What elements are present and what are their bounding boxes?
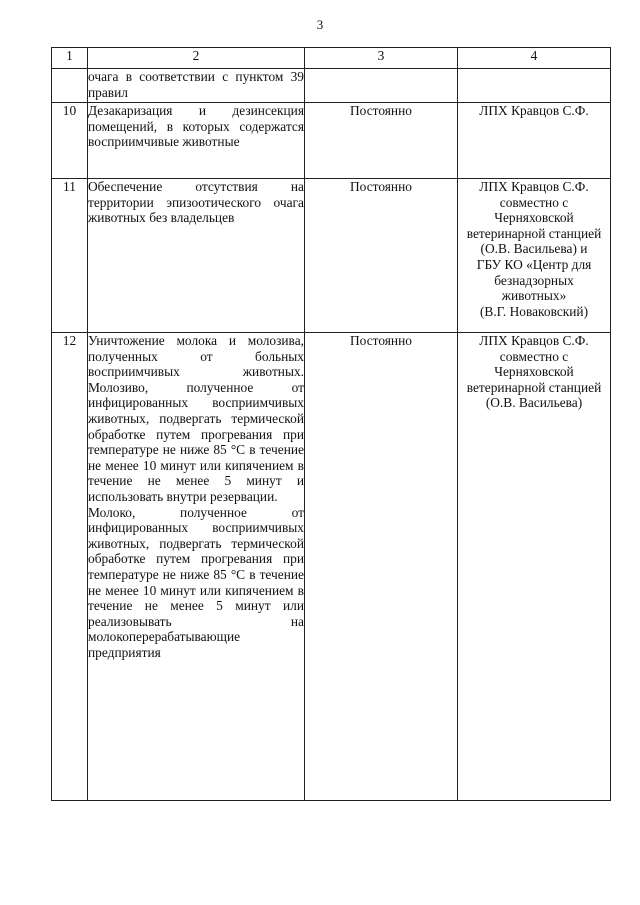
measure-paragraph: очага в соответствии с пунктом 39 правил <box>88 69 304 100</box>
measure-responsible <box>458 333 611 801</box>
measure-responsible <box>458 69 611 103</box>
measure-paragraph: Уничтожение молока и молозива, полученных от больных восприимчивых животных. Молозиво, полученное от инфицированных восприимчивых животных, подвергать термической обработке путем прогревания при температуре не ниже 85 °С в течение не менее 10 минут или кипячением в течение не менее 5 минут и использовать внутри резервации. <box>88 333 304 504</box>
row-number: 10 <box>52 103 88 179</box>
responsible-line: (О.В. Васильева) и <box>480 241 588 257</box>
measure-paragraph: Дезакаризация и дезинсекция помещений, в которых содержатся восприимчивые животные <box>88 103 304 150</box>
measure-responsible <box>458 179 611 333</box>
table-row-11 <box>52 179 611 333</box>
responsible-line: ветеринарной станцией <box>466 225 602 241</box>
table-row-10 <box>52 103 611 179</box>
responsible-line: ЛПХ Кравцов С.Ф. <box>479 333 589 348</box>
column-header-1: 1 <box>52 48 88 69</box>
row-number <box>52 69 88 103</box>
measure-responsible <box>458 103 611 179</box>
row-number: 11 <box>52 179 88 333</box>
responsible-line: животных» <box>501 288 567 304</box>
table-row-continuation <box>52 69 611 103</box>
column-header-4: 4 <box>458 48 611 69</box>
responsible-line: ГБУ КО «Центр для <box>476 256 592 272</box>
measure-text <box>88 103 305 179</box>
measure-frequency: Постоянно <box>305 103 458 179</box>
measure-text <box>88 69 305 103</box>
measure-text <box>88 179 305 333</box>
responsible-line: (О.В. Васильева) <box>485 395 583 411</box>
measures-table <box>51 47 611 801</box>
responsible-line: Черняховской <box>494 210 574 226</box>
measure-frequency <box>305 69 458 103</box>
column-header-3: 3 <box>305 48 458 69</box>
table-row-12 <box>52 333 611 801</box>
responsible-line: безнадзорных <box>494 272 574 288</box>
row-number: 12 <box>52 333 88 801</box>
table-header-row <box>52 48 611 69</box>
responsible-line: совместно с <box>499 348 569 364</box>
measure-text <box>88 333 305 801</box>
responsible-line: ветеринарной станцией <box>466 379 602 395</box>
measure-frequency: Постоянно <box>305 333 458 801</box>
responsible-line: совместно с <box>499 194 569 210</box>
measure-paragraph: Молоко, полученное от инфицированных восприимчивых животных, подвергать термической обработке путем прогревания при температуре не ниже 85 °С в течение не менее 10 минут или кипячением в течение не менее 5 минут или реализовывать на молокоперерабатывающие предприятия <box>88 504 304 660</box>
column-header-2: 2 <box>88 48 305 69</box>
responsible-line: (В.Г. Новаковский) <box>479 303 589 319</box>
page-number: 3 <box>316 17 324 32</box>
responsible-line: Черняховской <box>494 364 574 380</box>
responsible-line: ЛПХ Кравцов С.Ф. <box>479 103 589 118</box>
responsible-line: ЛПХ Кравцов С.Ф. <box>479 179 589 194</box>
measure-frequency: Постоянно <box>305 179 458 333</box>
measure-paragraph: Обеспечение отсутствия на территории эпизоотического очага животных без владельцев <box>88 179 304 226</box>
